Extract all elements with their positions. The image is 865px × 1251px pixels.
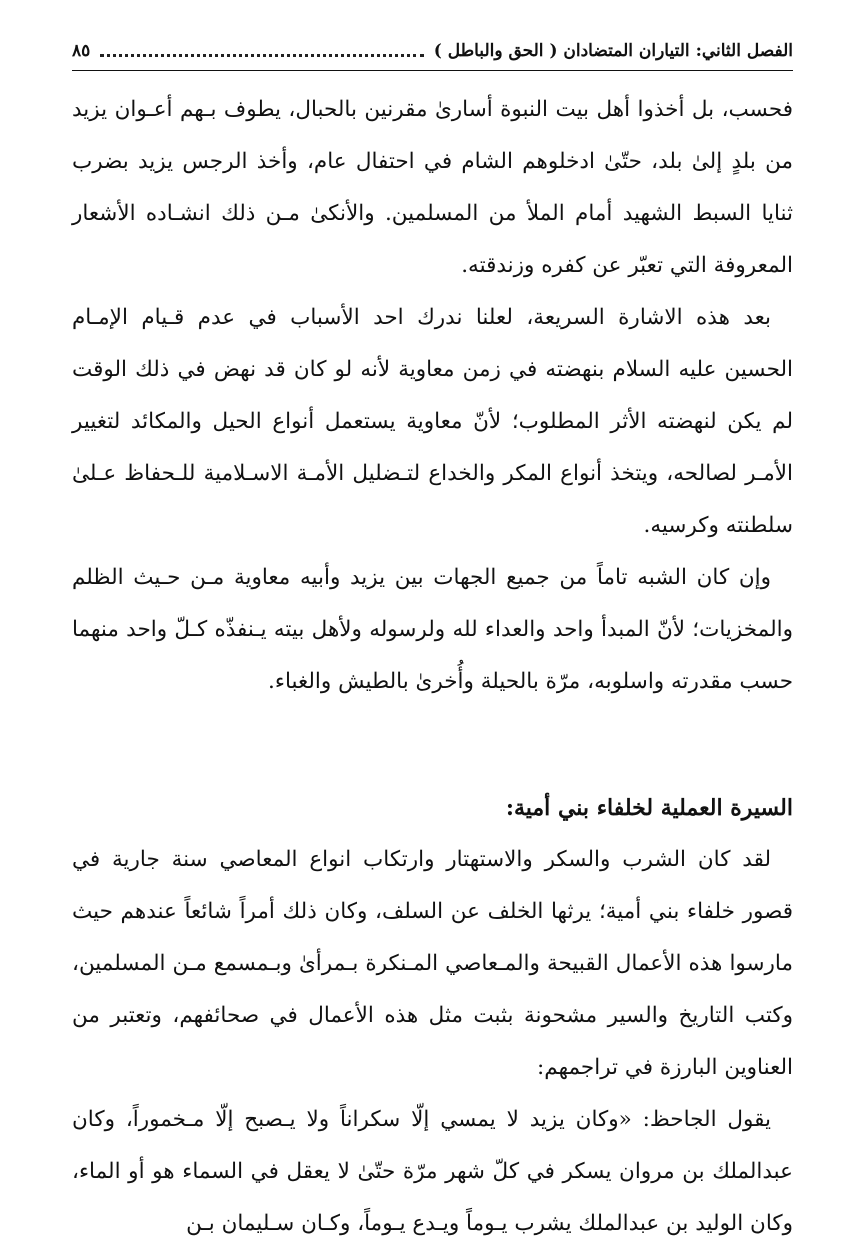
paragraph: لقد كان الشرب والسكر والاستهتار وارتكاب انواع المعاصي سنة جارية في قصور خلفاء بني أمية؛ يرثها الخلف عن السلف، وكان ذلك أمراً شائعاً عندهم حيث مارسوا هذه الأعمال القبيحة والمـعاصي المـنكرة بـمرأىٰ وبـمسمع مـن المسلمين، وكتب التاريخ والسير مشحونة بثبت مثل هذه الأعمال في صحائفهم، وتعتبر من العناوين البارزة في تراجمهم: (72, 847, 793, 1080)
chapter-title: الفصل الثاني: التياران المتضادان ( الحق والباطل ) (433, 41, 793, 61)
body-text (72, 84, 793, 1250)
running-header (72, 34, 793, 68)
paragraph: وإن كان الشبه تاماً من جميع الجهات بين يزيد وأبيه معاوية مـن حـيث الظلم والمخزيات؛ لأنّ المبدأ واحد والعداء لله ولرسوله ولأهل بيته يـنفذّه كـلّ واحد منهما حسب مقدرته واسلوبه، مرّة بالحيلة وأُخرىٰ بالطيش والغباء. (72, 565, 793, 694)
paragraph-continued: فحسب، بل أخذوا أهل بيت النبوة أسارىٰ مقرنين بالحبال، يطوف بـهم أعـوان يزيد من بلدٍ إلىٰ بلد، حتّىٰ ادخلوهم الشام في احتفال عام، وأخذ الرجس يزيد بضرب ثنايا السبط الشهيد أمام الملأ من المسلمين. والأنكىٰ مـن ذلك انشـاده الأشعار المعروفة التي تعبّر عن كفره وزندقته. (72, 97, 793, 278)
section-heading: السيرة العملية لخلفاء بني أمية: (505, 795, 793, 821)
page-number: ٨٥ (72, 41, 91, 61)
paragraph: بعد هذه الاشارة السريعة، لعلنا ندرك احد الأسباب في عدم قـيام الإمـام الحسين عليه السلام بنهضته في زمن معاوية لأنه لو كان قد نهض في ذلك الوقت لم يكن لنهضته الأثر المطلوب؛ لأنّ معاوية يستعمل أنواع الحيل والمكائد لتغيير الأمـر لصالحه، ويتخذ أنواع المكر والخداع لتـضليل الأمـة الاسـلامية للـحفاظ عـلىٰ سلطنته وكرسيه. (72, 305, 793, 538)
paragraph: يقول الجاحظ: «وكان يزيد لا يمسي إلّا سكراناً ولا يـصبح إلّا مـخموراً، وكان عبدالملك بن مروان يسكر في كلّ شهر مرّة حتّىٰ لا يعقل في السماء هو أو الماء، وكان الوليد بن عبدالملك يشرب يـوماً ويـدع يـوماً، وكـان سـليمان بـن (72, 1107, 793, 1236)
leader-dots (100, 54, 424, 57)
header-rule (72, 70, 793, 71)
